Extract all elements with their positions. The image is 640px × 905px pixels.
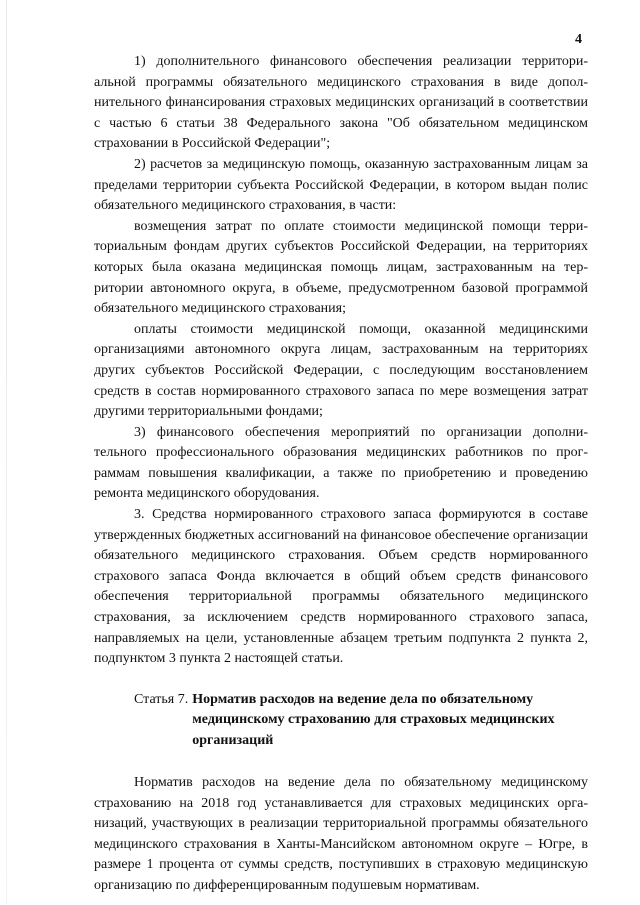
paragraph-reimbursement: возмещения затрат по оплате стоимости медицинской помощи территориальным фондам других субъектов Российской Федерации, на территориях которых была оказана медицинская помощь лицам, застрахованным на территории автономного округа, в объеме, предусмотренном базовой программой обязательного медицинского страхования; xyxy=(94,218,588,317)
paragraph-payment: оплаты стоимости медицинской помощи, оказанной медицинскими организациями автономного округа лицам, застрахованным на территориях других субъектов Российской Федерации, с последующим восстановлением средств в состав нормированного страхового запаса по мере возмещения затрат другими территориальными фондами; xyxy=(94,321,588,420)
article-title: Норматив расходов на ведение дела по обязательному медицинскому страхованию для страховых медицинских организаций xyxy=(192,691,555,748)
page-number: 4 xyxy=(575,32,582,47)
article-body-paragraph: Норматив расходов на ведение дела по обязательному медицинскому страхованию на 2018 год устанавливается для страховых медицинских организаций, участвующих в реализации территориальной программы обязательного медицинского страхования в Ханты-Мансийском автономном округе – Югре, в размере 1 процента от суммы средств, поступивших в страховую медицинскую организацию по дифференцированным подушевым нормативам. xyxy=(94,775,588,893)
article-heading xyxy=(94,690,588,751)
paragraph-settlements: 2) расчетов за медицинскую помощь, оказанную застрахованным лицам за пределами территории субъекта Российской Федерации, в котором выдан полис обязательного медицинского страхования, в части: xyxy=(94,156,588,214)
scan-edge-line xyxy=(6,0,7,905)
paragraph-education-equipment: 3) финансового обеспечения мероприятий по организации дополнительного профессионального образования медицинских работников по программам повышения квалификации, а также по приобретению и проведению ремонта медицинского оборудования. xyxy=(94,424,588,502)
article-label: Статья 7. xyxy=(134,691,189,707)
paragraph-reserve-formation: 3. Средства нормированного страхового запаса формируются в составе утвержденных бюджетных ассигнований на финансовое обеспечение организации обязательного медицинского страхования. Объем средств нормированного страхового запаса Фонда включается в общий объем средств финансового обеспечения территориальной программы обязательного медицинского страхования, за исключением средств нормированного страхового запаса, направляемых на цели, установленные абзацем третьим подпункта 2 пункта 2, подпунктом 3 пункта 2 настоящей статьи. xyxy=(94,507,588,667)
paragraph-additional-financing: 1) дополнительного финансового обеспечения реализации территориальной программы обязательного медицинского страхования в виде дополнительного финансирования страховых медицинских организаций в соответствии с частью 6 статьи 38 Федерального закона "Об обязательном медицинском страховании в Российской Федерации"; xyxy=(94,54,588,152)
document-body xyxy=(94,52,588,897)
